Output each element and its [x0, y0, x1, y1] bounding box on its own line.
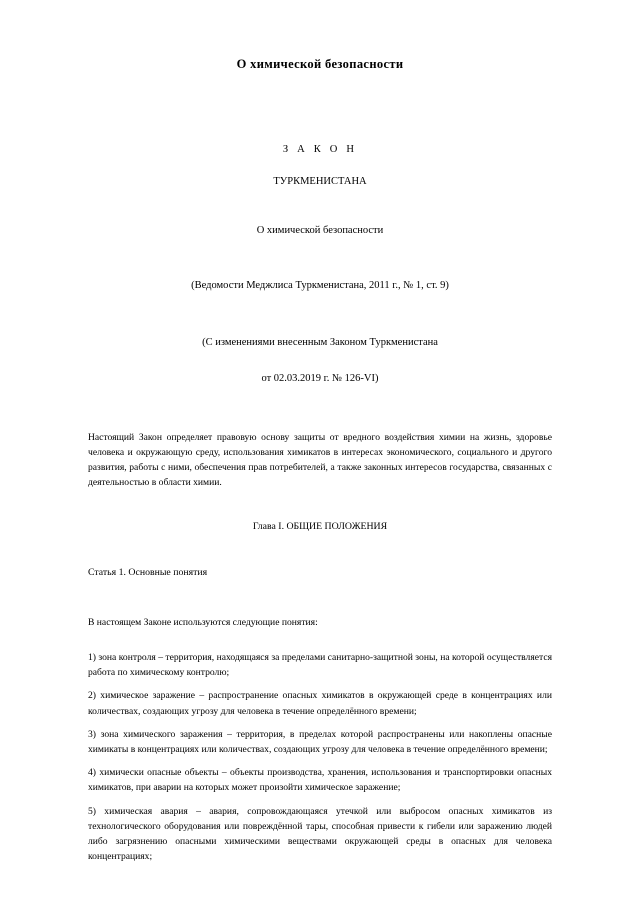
definition-item: 5) химическая авария – авария, сопровождающаяся утечкой или выбросом опасных химикатов из технологического оборудования или повреждённой тары, способная привести к гибели или заражению людей либо загрязнению опасными химическими веществами окружающей среды в опасных для человека концентрациях; [88, 805, 552, 863]
spacer [88, 630, 552, 650]
spacer [88, 534, 552, 567]
page-title: О химической безопасности [236, 57, 404, 71]
definitions-list [88, 650, 552, 864]
spacer [88, 579, 552, 615]
definition-item: 3) зона химического заражения – территория, в пределах которой распространены или накоплены опасные химикаты в концентрациях или количествах, создающих угрозу для человека в течение определённого времени; [88, 728, 552, 756]
article-heading: Статья 1. Основные понятия [88, 566, 208, 578]
definition-item: 1) зона контроля – территория, находящаяся за пределами санитарно-защитной зоны, на которой осуществляется работа по химическому контролю; [88, 652, 552, 679]
chapter-heading: Глава I. ОБЩИЕ ПОЛОЖЕНИЯ [252, 521, 388, 533]
spacer [88, 386, 552, 430]
amendment-line-1: (С изменениями внесенным Законом Туркменистана [202, 337, 438, 349]
spacer [88, 157, 552, 176]
spacer [88, 72, 552, 144]
preamble-paragraph: Настоящий Закон определяет правовую основу защиты от вредного воздействия химии на жизнь, здоровье человека и окружающую среду, использования химикатов в интересах экономического, социального и другого развития, работы с ними, обеспечения прав потребителей, а также законных интересов государства, связанных с деятельностью в области химии. [88, 431, 552, 489]
definitions-intro: В настоящем Законе используются следующие понятия: [88, 616, 318, 628]
country-name: ТУРКМЕНИСТАНА [273, 175, 367, 187]
definition-item: 2) химическое заражение – распространение опасных химикатов в окружающей среде в концентрациях или количествах, создающих угрозу для человека в течение определённого времени; [88, 690, 552, 717]
spacer [88, 292, 552, 337]
spacer [88, 490, 552, 521]
spacer [88, 238, 552, 280]
law-word: З А К О Н [282, 144, 358, 155]
publication-reference: (Ведомости Меджлиса Туркменистана, 2011 г., № 1, ст. 9) [191, 279, 449, 291]
amendment-line-2: от 02.03.2019 г. № 126-VI) [261, 372, 379, 384]
document-content [88, 0, 552, 864]
definition-item: 4) химически опасные объекты – объекты производства, хранения, использования и транспортировки опасных химикатов, при аварии на которых может произойти химическое заражение; [88, 767, 552, 794]
law-subject: О химической безопасности [256, 225, 384, 237]
spacer [88, 188, 552, 225]
spacer [88, 350, 552, 373]
